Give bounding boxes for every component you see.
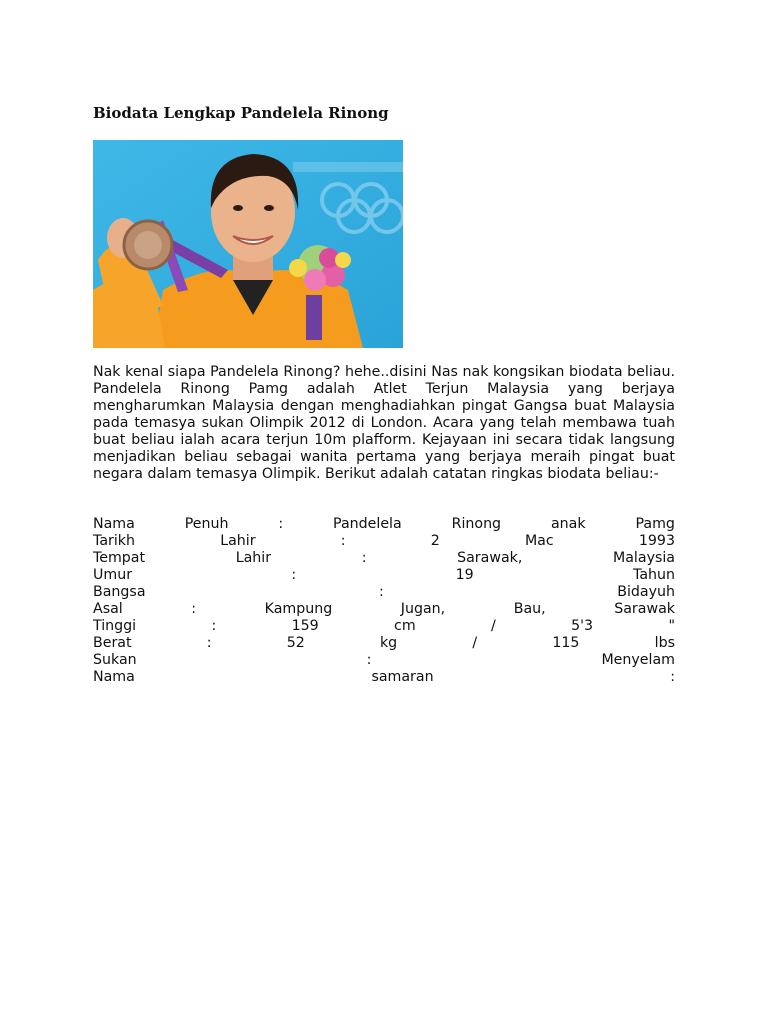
biodata-row (93, 652, 675, 669)
athlete-photo (93, 140, 403, 348)
biodata-word: Nama (93, 516, 135, 532)
biodata-word: Mac (524, 533, 554, 549)
biodata-word: 1993 (638, 533, 675, 549)
athlete-with-bronze-medal-photo (93, 140, 403, 348)
biodata-word: Malaysia (613, 550, 675, 566)
biodata-word: : (361, 550, 367, 566)
biodata-word: Tempat (93, 550, 146, 566)
biodata-word: Tarikh (93, 533, 135, 549)
biodata-word: kg (379, 635, 398, 651)
biodata-word: : (206, 635, 212, 651)
biodata-word: Jugan, (400, 601, 446, 617)
biodata-word: / (472, 635, 478, 651)
biodata-row (93, 669, 675, 686)
biodata-word: 52 (286, 635, 305, 651)
biodata-word: : (340, 533, 346, 549)
biodata-word: 159 (291, 618, 319, 634)
biodata-word: : (278, 516, 284, 532)
biodata-word: samaran (371, 669, 434, 685)
biodata-row (93, 567, 675, 584)
biodata-word: : (670, 669, 675, 685)
biodata-word: Lahir (235, 550, 272, 566)
biodata-word: Tahun (633, 567, 675, 583)
biodata-word: : (191, 601, 197, 617)
biodata-word: cm (394, 618, 416, 634)
biodata-word: Berat (93, 635, 132, 651)
biodata-word: / (491, 618, 496, 634)
biodata-word: Sukan (93, 652, 137, 668)
biodata-word: Bangsa (93, 584, 146, 600)
biodata-word: Menyelam (601, 652, 675, 668)
biodata-row (93, 635, 675, 652)
biodata-word: : (366, 652, 372, 668)
biodata-word: : (291, 567, 297, 583)
biodata-word: Tinggi (93, 618, 137, 634)
biodata-word: Penuh (184, 516, 229, 532)
biodata-word: 115 (552, 635, 580, 651)
biodata-row (93, 550, 675, 567)
biodata-row (93, 533, 675, 550)
biodata-row (93, 601, 675, 618)
biodata-word: Rinong (451, 516, 502, 532)
biodata-word: Pamg (635, 516, 675, 532)
biodata-word: Bidayuh (617, 584, 675, 600)
biodata-list (93, 516, 675, 686)
biodata-word: Asal (93, 601, 123, 617)
biodata-row (93, 584, 675, 601)
biodata-row (93, 516, 675, 533)
biodata-row (93, 618, 675, 635)
page-title: Biodata Lengkap Pandelela Rinong (93, 104, 389, 122)
biodata-word: Umur (93, 567, 133, 583)
biodata-word: Sarawak (614, 601, 675, 617)
biodata-word: Lahir (220, 533, 256, 549)
biodata-word: " (668, 618, 675, 634)
biodata-word: 5'3 (571, 618, 594, 634)
biodata-word: anak (550, 516, 586, 532)
biodata-word: 19 (455, 567, 474, 583)
biodata-word: : (211, 618, 217, 634)
biodata-word: Bau, (513, 601, 546, 617)
biodata-word: Nama (93, 669, 135, 685)
intro-paragraph: Nak kenal siapa Pandelela Rinong? hehe..disini Nas nak kongsikan biodata beliau. Pandelela Rinong Pamg adalah Atlet Terjun Malaysia yang berjaya mengharumkan Malaysia dengan menghadiahkan pingat Gangsa buat Malaysia pada temasya sukan Olimpik 2012 di London. Acara yang telah membawa tuah buat beliau ialah acara terjun 10m plafform. Kejayaan ini secara tidak langsung menjadikan beliau sebagai wanita pertama yang berjaya meraih pingat buat negara dalam temasya Olimpik. Berikut adalah catatan ringkas biodata beliau:- (93, 364, 675, 482)
biodata-word: lbs (654, 635, 675, 651)
biodata-word: Sarawak, (457, 550, 523, 566)
biodata-word: 2 (430, 533, 440, 549)
biodata-word: Pandelela (333, 516, 402, 532)
biodata-word: Kampung (264, 601, 333, 617)
biodata-word: : (378, 584, 384, 600)
